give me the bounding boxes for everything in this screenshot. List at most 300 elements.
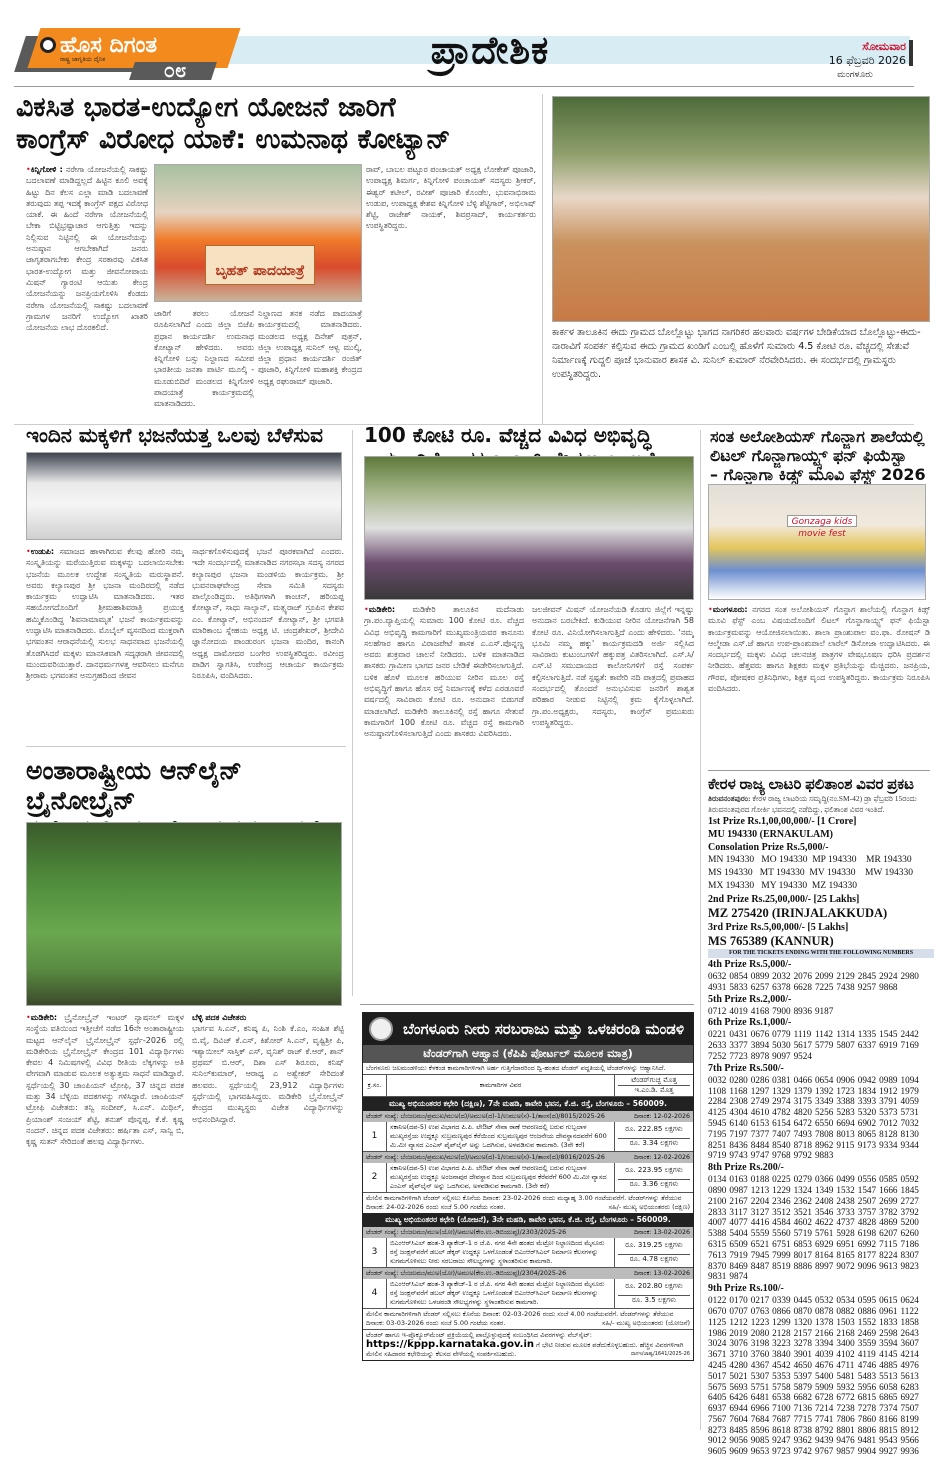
ticket-number: 0632 <box>708 971 727 981</box>
ticket-number: 1833 <box>879 1316 898 1327</box>
tender-sl: 1 <box>363 1122 387 1151</box>
lottery-intro-text: ಕೇರಳ ರಾಜ್ಯ ಲಾಟರಿಯ ಸಮೃದ್ಧಿ(ನಂ.SM-42) ಡ್ರಾ ಫೆಬ್ರವರಿ 15ರಂದು ತಿರುವನಂತಪುರದ ಗೋರ್ಕಿ ಭವನದಲ್ಲಿ ನಡೆದಿದ್ದು, ಫಲಿತಾಂಶ ವಿವರ ಇಂತಿದೆ. <box>708 794 917 814</box>
ticket-number: 5283 <box>836 1107 855 1118</box>
ticket-number: 9362 <box>793 1435 812 1446</box>
ticket-number: 9115 <box>836 1139 855 1150</box>
ticket-number: 6260 <box>900 1228 919 1239</box>
ticket-number: 2699 <box>879 1195 898 1206</box>
ticket-number: 1979 <box>900 1085 919 1096</box>
ticket-number: 1324 <box>793 1184 812 1195</box>
ticket-number: 5617 <box>793 1040 812 1051</box>
story-text: ರಾವ್, ಬಾಬಲ ಪಟ್ಟೂರ ಪಂಚಾಯತ್ ಅಧ್ಯಕ್ಷ ಲೋಕೇಶ್ ಪೂಜಾರಿ, ಉಪಾಧ್ಯಕ್ಷ ಶಿಮರ್ಗ, ಕಿನ್ನಿಗೋಳಿ ಪಂಚಾಯತ್ ಸದಸ್ಯರು ಶ್ರೀಕರ್, ಈಶ್ವರ್ ಕಟೀಲ್, ರವೀಶ್ ಪೂಜಾರಿ ಕೊಂಡೆಲ, ಭುವನಾಭಿರಾಮ ಉಡುಪ, ಉಪಾಧ್ಯಕ್ಷ ಕೇಶವ ಕಿನ್ನಿಗೋಳಿ ಬೆಳ್ಳಿ ಶೆಟ್ಟಿಗಾರ್, ಅಭಿಲಾಷ್ ಶೆಟ್ಟಿ, ರಾಜೇಶ್ ನಾಯಕ್, ಶಿವಪ್ರಸಾದ್, ಕಾರ್ಯಕರ್ತರು ಉಪಸ್ಥಿತರಿದ್ದರು. <box>366 165 536 231</box>
ticket-number: 8519 <box>772 1260 791 1271</box>
tender-subtitle: ಟೆಂಡರ್‌ಗಾಗಿ ಆಹ್ವಾನ (ಕೆಪಿಪಿ ಪೋರ್ಟಲ್ ಮೂಲಕ ಮಾತ್ರ) <box>363 1045 693 1063</box>
column-divider <box>352 430 353 996</box>
ticket-number: 1168 <box>729 1085 748 1096</box>
ticket-number: 7238 <box>836 1403 855 1414</box>
tender-row <box>363 1122 693 1152</box>
tender-amounts <box>615 1238 693 1267</box>
ticket-number: 9524 <box>793 1050 812 1061</box>
third-prize-ticket: MS 765389 (KANNUR) <box>708 934 834 948</box>
consolation-label: Consolation Prize Rs.5,000/- <box>708 842 829 853</box>
board-emblem-icon <box>369 1017 393 1041</box>
ticket-number: 3792 <box>900 1206 919 1217</box>
tender-emd: ರೂ. 3.5 ಲಕ್ಷಗಳು <box>618 1295 690 1305</box>
ticket-number: 4542 <box>772 1359 791 1370</box>
ticket-number: 1547 <box>857 1184 877 1195</box>
ticket-number: 7919 <box>729 1249 748 1260</box>
tender-ref-bar <box>363 1111 693 1122</box>
ticket-ending-band: FOR THE TICKETS ENDING WITH THE FOLLOWING NUMBERS <box>708 949 934 958</box>
ticket-number: 7613 <box>708 1249 727 1260</box>
tender-date: ದಿನಾಂಕ: 12-02-2026 <box>633 1113 690 1120</box>
ticket-number: 2974 <box>772 1096 791 1107</box>
ticket-number: 6865 <box>879 1392 898 1403</box>
consolation-row: MN 194330 MO 194330 MP 194330 MR 194330 <box>708 855 912 865</box>
tender-amount: ರೂ. 222.85 ಲಕ್ಷಗಳು <box>625 1125 683 1133</box>
section-rule <box>26 746 346 747</box>
ticket-number: 0624 <box>900 1295 919 1306</box>
ticket-number: 4610 <box>750 1107 770 1118</box>
section-title: ಪ್ರಾದೇಶಿಕ <box>430 28 550 72</box>
ticket-number: 2633 <box>708 1040 727 1051</box>
prize-label: 9th Prize Rs.100/- <box>708 1283 784 1295</box>
tender-notice <box>362 1012 694 1361</box>
tender-date: ದಿನಾಂಕ: 13-02-2026 <box>633 1229 690 1236</box>
story-text: ನಗರದ ಸಂತ ಅಲೋಶಿಯಸ್ ಗೊನ್ಜಾಗ ಶಾಲೆಯಲ್ಲಿ ಗೊನ್ಜಾಗ ಕಿಡ್ಸ್ ಮೂವಿ ಫೆಸ್ಟ್ ಎಂಬ ವಿಷಯದೊಂದಿಗೆ ಲಿಟಲ್ ಗೊನ್ಜಾಗಾಯ್ಟ್ಸ್ ಫನ್ ಫಿಯೆಸ್ಟಾ ಕಾರ್ಯಕ್ರಮವನ್ನು ಆಯೋಜಿಸಲಾಯಿತು. ಶಾಲಾ ಪ್ರಾಂಶುಪಾಲ ವಂ.ಫಾ. ರೋಷನ್ ಡಿ ಆಲ್ಮೇಡಾ ಎಸ್.ಜೆ ಹಾಗೂ ಉಪ-ಪ್ರಾಂಶುಪಾಲೆ ಲಾರೆಲ್ ಡಿಸೋಜಾ ಉದ್ಘಾಟಿಸಿದರು. ಈ ಸಂದರ್ಭದಲ್ಲಿ ಮಕ್ಕಳು ವಿವಿಧ ಚಲನಚಿತ್ರ ಪಾತ್ರಗಳ ವೇಷಭೂಷಣ ಧರಿಸಿ ಪ್ರದರ್ಶನ ನೀಡಿದರು. ಹೆತ್ತವರು ಹಾಗೂ ಶಿಕ್ಷಕರು ಮಕ್ಕಳ ಪ್ರತಿಭೆಯನ್ನು ಮೆಚ್ಚಿದರು. ಜನಪ್ರಿಯ, ಗೌರವ, ಪೋಷಕರ ಪ್ರತಿನಿಧಿಗಳು, ಶಿಕ್ಷಕ ವೃಂದ ಉಪಸ್ಥಿತರಿದ್ದರು. ಕಾರ್ಯಕ್ರಮ ನಿರೂಪಿಸಿ ವಂದಿಸಿದರು. <box>708 605 930 694</box>
ticket-number: 8815 <box>879 1424 898 1435</box>
lottery-results <box>708 776 934 1457</box>
prize-number-grid <box>708 1174 934 1282</box>
tender-amounts <box>615 1122 693 1151</box>
ticket-number: 8469 <box>729 1260 748 1271</box>
page-number: ೦೮ <box>163 58 187 82</box>
edition-city: ಮಂಗಳೂರು <box>837 70 873 80</box>
ticket-number: 1666 <box>879 1184 898 1195</box>
ticket-number: 0163 <box>729 1174 748 1185</box>
ticket-number: 6927 <box>900 1392 919 1403</box>
tender-sections <box>363 1097 693 1329</box>
ticket-number: 2598 <box>879 1327 898 1338</box>
tender-ref: ಟೆಂಡರ್ ಸಂಖ್ಯೆ: ಬೆಂಜಲಮಂ/ಪ್ರಮುಖ/ಮುಅ(ದ)/ಅಮುಅ(ದ)-1/ಉಮುಅ(ಸ)-1/ತಾಂಸ(ದ)/8016/2025-26 <box>366 1154 605 1161</box>
tender-office: ಮುಖ್ಯ ಅಭಿಯಂತರರ ಕಛೇರಿ (ದಕ್ಷಿಣ), 7ನೇ ಮಹಡಿ, ಕಾವೇರಿ ಭವನ, ಕೆ.ಜಿ. ರಸ್ತೆ, ಬೆಂಗಳೂರು – 560009. <box>363 1097 693 1111</box>
ticket-number: 7195 <box>708 1128 727 1139</box>
ticket-number: 9719 <box>708 1150 727 1161</box>
ticket-number: 9609 <box>729 1446 748 1457</box>
ticket-number: 6472 <box>793 1117 812 1128</box>
ticket-number: 5560 <box>772 1228 791 1239</box>
ticket-number: 8273 <box>708 1424 727 1435</box>
ticket-number: 8962 <box>814 1139 834 1150</box>
ticket-number: 3394 <box>814 1338 834 1349</box>
story1-headline <box>16 92 536 156</box>
tender-table-header <box>363 1074 693 1097</box>
ticket-number: 5397 <box>793 1370 812 1381</box>
ticket-number: 5613 <box>900 1370 919 1381</box>
ticket-number: 7438 <box>836 981 855 992</box>
ticket-number: 9476 <box>836 1435 855 1446</box>
ticket-number: 5030 <box>772 1040 791 1051</box>
headline-line: ಅಂತಾರಾಷ್ಟ್ರೀಯ ಆನ್‌ಲೈನ್ ಬ್ರೈನೋಬ್ರೈನ್ <box>26 756 242 815</box>
col-header-work: ಕಾಮಗಾರಿಗಳ ವಿವರ <box>387 1075 615 1096</box>
dateline: ಕಿನ್ನಿಗೋಳಿ : <box>30 165 63 174</box>
ticket-number: 6628 <box>793 981 812 992</box>
tender-date: ದಿನಾಂಕ: 12-02-2026 <box>633 1154 690 1161</box>
ticket-number: 0445 <box>793 1295 812 1306</box>
ticket-number: 0906 <box>836 1074 855 1085</box>
ticket-number: 2076 <box>793 971 812 981</box>
story3-column-2 <box>192 546 344 742</box>
tender-deadline <box>363 1193 693 1213</box>
ticket-number: 2168 <box>836 1327 855 1338</box>
ticket-number: 6283 <box>900 1381 919 1392</box>
prize-label: 5th Prize Rs.2,000/- <box>708 993 792 1005</box>
ticket-number: 4622 <box>814 1217 834 1228</box>
ticket-number: 5909 <box>814 1381 834 1392</box>
story-text: ಸಾರ್ಥಕಗೊಳಿಸುವುದಕ್ಕೆ ಭಜನೆ ಪೂರಕವಾಗಿದೆ ಎಂದರು. ಇದೇ ಸಂದರ್ಭದಲ್ಲಿ ಮಾತನಾಡಿದ ನಗರಸಭಾ ಸದಸ್ಯ ನಗರದ ಕಲ್ಯಾಣಪುರ ಭಜನಾ ಮಂಡಳಿಯ ಕಾರ್ಯಕ್ರಮ. ಶ್ರೀ ಭುವನರಾಘವೇಂದ್ರ ಸೇವಾ ಸಮಿತಿ ಸದಸ್ಯರು ಪಾಲ್ಗೊಂಡಿದ್ದರು. ಅತಿಥಿಗಳಾಗಿ ಕಾಂಚನ್, ಹರಿಯಪ್ಪ ಕೋಟ್ಯಾನ್, ಸಾಧು ಸಾಲ್ಯಾನ್, ಮತ್ಸ್ಯರಾಜ್ ಗ್ರೂಪಿನ ಕೇಶವ ಎಂ. ಕೋಟ್ಯಾನ್, ಅಭಿನಂದನ್ ಕೋಟ್ಯಾನ್, ಶ್ರೀ ಭಗವತಿ ಮಾರಿಕಾಂಬ ಸ್ನೇಹಯ ಅಧ್ಯಕ್ಷ ಟಿ. ಚಂದ್ರಶೇಖರ್, ಶ್ರೀದೇವಿ ಜ್ಞಾನೋದಯ ಪಾಂಡುರಂಗ ಭಜನಾ ಮಂದಿರ, ಕಾನಂಗಿ ಅಧ್ಯಕ್ಷ ದಾಮೋದರ ಬಂಗೇರ ಉಪಸ್ಥಿತರಿದ್ದರು. ರವೀಂದ್ರ ಪಾಡಿಗ ಸ್ವಾಗತಿಸಿ, ಉಪೇಂದ್ರ ಆಚಾರ್ಯ ಕಾರ್ಯಕ್ರಮ ನಿರೂಪಿಸಿ, ವಂದಿಸಿದರು. <box>192 547 344 681</box>
ticket-number: 9768 <box>772 1150 791 1161</box>
story-text: ಭಾರ್ಗವ ಸಿ.ಎನ್, ಕನಿಷ್ಕ ಪಿ, ನಿಂಶಿ ಕೆ.ಎಂ, ಸಂಹಿತ ಶೆಟ್ಟಿ ಬಿ.ವೈ, ದಿವಿಜ್ ಕೆ.ಎಸ್, ಕಿಶೋರ್ ಸಿ.ಎನ್, ವೃಷ್ಟಿಶ್ರೀ ಪಿ, ಇಶ್ಯಾಯೀಲ್ ಸಾಸ್ತಿಕ್ ಎಸ್, ವೃನಿಶ್ ರಾಜ್ ಕೆ.ಆರ್, ಶಾನ್ ಪ್ರಥಮ್ ಬಿ.ಆರ್, ದಿಶಾ ಎಸ್ ಶಿರೂರು, ಕನಿಷ್ ಸುನಿಲ್‌ಕುಮಾರ್, ಆರಾಧ್ಯ ಎ ಅಶ್ವೇಕರ್ ಸೇರಿದಂತೆ ಹಲವರು. ಸ್ಪರ್ಧೆಯಲ್ಲಿ 23,912 ವಿದ್ಯಾರ್ಥಿಗಳು ಸ್ಪರ್ಧೆಯಲ್ಲಿ ಭಾಗವಹಿಸಿದ್ದರು. ಮಡಿಕೇರಿ ಬ್ರೈನೋಬ್ರೈನ್ ಕೇಂದ್ರದ ಮುಖ್ಯಸ್ಥರು ವಿಜೇತ ವಿದ್ಯಾರ್ಥಿಗಳನ್ನು ಅಭಿನಂದಿಸಿದ್ದಾರೆ. <box>192 1024 344 1124</box>
ticket-number: 5675 <box>708 1381 727 1392</box>
ticket-number: 0989 <box>879 1074 898 1085</box>
ticket-number: 1545 <box>879 1029 898 1040</box>
ticket-number: 2284 <box>708 1096 727 1107</box>
col-header-sl: ಕ್ರ.ಸಂ. <box>363 1075 387 1096</box>
ticket-number: 3278 <box>793 1338 812 1349</box>
ticket-number: 6538 <box>772 1392 791 1403</box>
bullet-icon: • <box>364 605 369 614</box>
photo-banner: ಬೃಹತ್ ಪಾದಯಾತ್ರೆ <box>205 245 315 285</box>
ticket-number: 0188 <box>750 1174 770 1185</box>
ticket-number: 5731 <box>900 1107 919 1118</box>
ticket-number: 7100 <box>772 1403 791 1414</box>
ticket-number: 9056 <box>729 1435 748 1446</box>
ticket-number: 2507 <box>857 1195 877 1206</box>
headline-line: ವಿಕಸಿತ ಭಾರತ-ಉದ್ಯೋಗ ಯೋಜನೆ ಜಾರಿಗೆ <box>16 92 396 123</box>
ticket-number: 4119 <box>857 1349 876 1360</box>
deadline-text: ಮೇಲಿನ ಕಾಮಗಾರಿಗಳಿಗಾಗಿ ಟೆಂಡರ್ ಸಲ್ಲಿಸಲು ಕೊನೆಯ ದಿನಾಂಕ: 23-02-2026 ರಂದು ಮಧ್ಯಾಹ್ನ 3.00 ಗಂಟೆಯವರೆಗೆ. ಟೆಂಡರ್‌ಗಳನ್ನು ತೆರೆಯುವ ದಿನಾಂಕ: 24-02-2026 ರಂದು ಸಂಜೆ 5.00 ಗಂಟೆಯ ನಂತರ. <box>366 1194 682 1211</box>
ticket-number: 7136 <box>793 1403 812 1414</box>
ticket-number: 4976 <box>900 1359 919 1370</box>
ticket-number: 5928 <box>836 1228 855 1239</box>
ticket-number: 6550 <box>814 1117 834 1128</box>
ticket-number: 5481 <box>836 1370 855 1381</box>
ad-code: ವಾಸಇ/ಜಾಹ್ವ/1641/2025-26 <box>630 1351 690 1357</box>
ticket-number: 5932 <box>836 1381 855 1392</box>
ticket-number: 7169 <box>900 1040 919 1051</box>
ticket-number: 1845 <box>900 1184 919 1195</box>
tender-amounts <box>615 1163 693 1192</box>
ticket-number: 5693 <box>729 1381 748 1392</box>
ticket-number: 6853 <box>793 1238 812 1249</box>
ticket-number: 4077 <box>729 1217 748 1228</box>
ticket-number: 0592 <box>900 1174 919 1185</box>
ticket-number: 6481 <box>750 1392 770 1403</box>
ticket-number: 1212 <box>729 1316 748 1327</box>
ticket-number: 2157 <box>793 1327 812 1338</box>
ticket-number: 4059 <box>900 1096 919 1107</box>
prize-number-grid <box>708 971 934 993</box>
ticket-number: 7687 <box>772 1413 791 1424</box>
ticket-number: 0556 <box>857 1174 877 1185</box>
story6-column-1 <box>26 1012 184 1432</box>
ticket-number: 4737 <box>836 1217 855 1228</box>
ticket-number: 8806 <box>857 1424 877 1435</box>
ticket-number: 8484 <box>750 1139 770 1150</box>
issue-day: ಸೋಮವಾರ <box>862 40 906 53</box>
ticket-number: 8065 <box>857 1128 877 1139</box>
ticket-number: 0987 <box>729 1184 748 1195</box>
ticket-number: 2845 <box>857 971 877 981</box>
ticket-number: 6426 <box>729 1392 748 1403</box>
deadline-text: ಮೇಲಿನ ಕಾಮಗಾರಿಗಳಿಗಾಗಿ ಟೆಂಡರ್ ಸಲ್ಲಿಸಲು ಕೊನೆಯ ದಿನಾಂಕ: 02-03-2026 ರಂದು ಸಂಜೆ 4.00 ಗಂಟೆಯವರೆಗೆ. ಟೆಂಡರ್‌ಗಳನ್ನು ತೆರೆಯುವ ದಿನಾಂಕ: 03-03-2026 ರಂದು ಸಂಜೆ 5.00 ಗಂಟೆಯ ನಂತರ. <box>366 1310 674 1327</box>
story-text: ನಿಲ್ದಾಣದ ತನಕ ನಡೆದ ಪಾದಯಾತ್ರೆ ಕಾರ್ಯಕ್ರಮದಲ್ಲಿ ಮಾತನಾಡಿದರು. ಮಂಡಲದ ಅಧ್ಯಕ್ಷ ದಿನೇಶ್ ಪುತ್ರನ್, ಜಿಲ್ಲಾ ಉಪಾಧ್ಯಕ್ಷ ಸುನಿಲ್ ಆಳ್ವ ಮುಲ್ಕಿ, ಜಿಲ್ಲಾ ಪ್ರಧಾನ ಕಾರ್ಯದರ್ಶಿ ರಂಜಿತ್ ಪೂಜಾರಿ, ಕಿನ್ನಿಗೋಳಿ ಮಹಾಶಕ್ತಿ ಕೇಂದ್ರದ ಅಧ್ಯಕ್ಷ ರಘುರಾಮ್ ಪೂಜಾರಿ. <box>258 309 362 386</box>
ticket-number: 5400 <box>814 1370 834 1381</box>
ticket-number: 4828 <box>857 1217 877 1228</box>
dateline: ಮಡಿಕೇರಿ: <box>368 605 396 614</box>
ticket-number: 5307 <box>750 1370 770 1381</box>
tender-sl: 4 <box>363 1279 387 1308</box>
col-header-amount: ಟೆಂಡರ್‌ಗುಚ್ಛ ಮೊತ್ತ <box>631 1076 677 1084</box>
ticket-number: 2308 <box>729 1096 748 1107</box>
ticket-number: 0466 <box>793 1074 812 1085</box>
ticket-number: 4019 <box>729 1005 748 1016</box>
dateline: ತಿರುವನಂತಪುರಂ: <box>708 794 751 803</box>
logo-emblem-icon <box>40 37 56 53</box>
ticket-number: 6058 <box>879 1381 898 1392</box>
story5-photo <box>708 484 926 600</box>
ticket-number: 2643 <box>900 1327 919 1338</box>
photo-sign: Gonzaga kids movie fest <box>787 515 857 527</box>
col-header-amounts <box>615 1075 693 1096</box>
ticket-number: 0339 <box>772 1295 791 1306</box>
ticket-number: 4869 <box>879 1217 898 1228</box>
prize-label: 6th Prize Rs.1,000/- <box>708 1017 792 1029</box>
ticket-number: 8017 <box>793 1249 812 1260</box>
bullet-icon: • <box>26 165 31 174</box>
ticket-number: 2980 <box>900 971 919 981</box>
ticket-number: 0890 <box>708 1184 727 1195</box>
ticket-number: 6966 <box>750 1403 770 1414</box>
ticket-number: 1392 <box>814 1085 834 1096</box>
ticket-number: 8165 <box>836 1249 855 1260</box>
ticket-number: 0870 <box>793 1305 812 1316</box>
ticket-number: 8540 <box>772 1139 791 1150</box>
ticket-number: 1986 <box>708 1327 727 1338</box>
logo-text: ಹೊಸ ದಿಗಂತ <box>60 32 158 58</box>
story1-photo <box>154 164 362 302</box>
ticket-number: 4676 <box>814 1359 834 1370</box>
ticket-number: 0286 <box>750 1074 770 1085</box>
ticket-number: 3733 <box>836 1206 855 1217</box>
ticket-number: 4280 <box>729 1359 748 1370</box>
ticket-number: 5751 <box>750 1381 770 1392</box>
issue-date: 16 ಫೆಬ್ರವರಿ 2026 <box>828 54 906 67</box>
lottery-intro <box>708 794 934 815</box>
story4-photo <box>364 456 694 600</box>
ticket-number: 5945 <box>708 1117 727 1128</box>
ticket-number: 9085 <box>750 1435 770 1446</box>
ticket-number: 3512 <box>772 1206 791 1217</box>
story2-photo <box>552 96 930 322</box>
ticket-number: 7567 <box>708 1413 727 1424</box>
story1-column-4 <box>366 164 536 416</box>
ticket-number: 7808 <box>814 1128 834 1139</box>
ticket-number: 8251 <box>708 1139 727 1150</box>
ticket-number: 6951 <box>836 1238 855 1249</box>
ticket-number: 6198 <box>857 1228 877 1239</box>
tender-amounts <box>615 1279 693 1308</box>
prize-number-grid <box>708 1029 934 1061</box>
dateline: ಮಂಗಳೂರು: <box>712 605 748 614</box>
ticket-number: 2749 <box>750 1096 770 1107</box>
ticket-number: 3757 <box>857 1206 877 1217</box>
ticket-number: 4125 <box>708 1107 727 1118</box>
story6-photo <box>26 822 342 1006</box>
ticket-number: 5404 <box>729 1228 748 1239</box>
ticket-number: 2167 <box>729 1195 748 1206</box>
ticket-number: 1329 <box>772 1085 791 1096</box>
ticket-number: 8164 <box>814 1249 834 1260</box>
ticket-number: 6509 <box>729 1238 748 1249</box>
ticket-number: 4102 <box>836 1349 855 1360</box>
ticket-number: 1213 <box>750 1184 770 1195</box>
tender-ref-bar <box>363 1152 693 1163</box>
ticket-number: 0961 <box>879 1305 898 1316</box>
lottery-title: ಕೇರಳ ರಾಜ್ಯ ಲಾಟರಿ ಫಲಿತಾಂಶ ವಿವರ ಪ್ರಕಟ <box>708 777 914 793</box>
ticket-number: 7945 <box>750 1249 770 1260</box>
ticket-number: 5779 <box>814 1040 834 1051</box>
ticket-number: 0878 <box>814 1305 834 1316</box>
ticket-number: 7999 <box>772 1249 791 1260</box>
tender-amount: ರೂ. 202.80 ಲಕ್ಷಗಳು <box>625 1282 683 1290</box>
tender-ref-bar <box>363 1268 693 1279</box>
ticket-number: 5200 <box>900 1217 919 1228</box>
ticket-number: 9481 <box>857 1435 877 1446</box>
ticket-number: 4416 <box>750 1217 770 1228</box>
ticket-number: 8596 <box>750 1424 770 1435</box>
ticket-number: 7723 <box>729 1050 748 1061</box>
story6-column-2 <box>192 1012 344 1432</box>
ticket-number: 3393 <box>857 1096 877 1107</box>
ticket-number: 8224 <box>879 1249 898 1260</box>
tender-ref: ಟೆಂಡರ್ ಸಂಖ್ಯೆ: ಬೆಂಜಲಮಂ/ಪ್ರಮುಖ/ಮುಅ(ದ)/ಅಮುಅ(ದ)-1/ಉಮುಅ(ಸ)-1/ತಾಂಸ(ದ)/8015/2025-26 <box>366 1113 605 1120</box>
second-prize-ticket: MZ 275420 (IRINJALAKKUDA) <box>708 906 888 920</box>
ticket-number: 9868 <box>879 981 898 992</box>
ticket-number: 0899 <box>750 971 770 981</box>
ticket-number: 0381 <box>772 1074 791 1085</box>
ticket-number: 1223 <box>750 1316 770 1327</box>
ticket-number: 3546 <box>814 1206 834 1217</box>
ticket-number: 6694 <box>836 1117 855 1128</box>
bullet-icon: • <box>708 605 713 614</box>
ticket-number: 5879 <box>793 1381 812 1392</box>
tender-work-desc: ಸಕಾನಿಅ(ದಪ-5) ಉಪ ವಿಭಾಗದ ಪಿ.ಪಿ. ಲೇಔಟ್ ಸೇವಾ ಠಾಣೆ ಆವರಣದಲ್ಲಿ ಬರುವ ಗುಬ್ಬಲಾಳ ಮುಖ್ಯರಸ್ತೆಯ ಉದ್ದಕ್ಕೂ ಅಂಜನಾಪುರ ದೇವಸ್ಥಾನ ದಿಂದ ಸುಬ್ರಮಣ್ಯಪುರ ಕೆರೆವರೆಗೆ 600 ಮಿ.ಮೀ ವ್ಯಾಸದ ಎಂಎಸ್ ಪೈಪ್‌ಲೈನ್ ಅನ್ನು ಒದಗಿಸುವ, ಅಳವಡಿಸುವ ಕಾಮಗಾರಿ. (3ನೇ ಕರೆ) <box>387 1163 615 1192</box>
ticket-number: 6153 <box>750 1117 770 1128</box>
ticket-number: 8199 <box>900 1413 919 1424</box>
ticket-number: 9187 <box>814 1005 834 1016</box>
ticket-number: 8801 <box>836 1424 855 1435</box>
prize-label: 7th Prize Rs.500/- <box>708 1062 784 1074</box>
ticket-number: 9613 <box>879 1260 898 1271</box>
tender-intro: ಬೆಂಗಳೂರು ಜಲಮಂಡಳಿಯು ಕೆಳಕಂಡ ಕಾಮಗಾರಿಗಳಿಗಾಗಿ ಅರ್ಹ ಗುತ್ತಿಗೆದಾರರಿಂದ ದ್ವಿ-ಹಂತದ ಟೆಂಡರ್ ಪದ್ಧತಿಯಲ್ಲಿ ಟೆಂಡರ್‌ಗಳನ್ನು ಆಹ್ವಾನಿಸಿದೆ. <box>366 1064 666 1072</box>
ticket-number: 8618 <box>772 1424 791 1435</box>
ticket-number: 9831 <box>708 1271 727 1282</box>
ticket-number: 5373 <box>879 1107 898 1118</box>
ticket-number: 7715 <box>793 1413 812 1424</box>
ticket-number: 3710 <box>729 1349 748 1360</box>
ticket-number: 6929 <box>814 1238 834 1249</box>
ticket-number: 0122 <box>708 1295 727 1306</box>
ticket-number: 3223 <box>772 1338 791 1349</box>
tender-ref: ಟೆಂಡರ್ ಸಂಖ್ಯೆ: ಬೆಂಜಲಮಂ/ಮುಅ(ಯೋ)/ಅಮುಅ(ಕೇಂ.ಉ.-ಡಿಬಿಯುಪ್ಪ)/2304/2025-26 <box>366 1270 567 1277</box>
ticket-number: 8436 <box>729 1139 748 1150</box>
kppp-portal-link[interactable]: https://kppp.karnataka.gov.in <box>366 1339 535 1350</box>
tender-sl: 2 <box>363 1163 387 1192</box>
headline-line: – ಗೊನ್ಜಾಗಾ ಕಿಡ್ಸ್ ಮೂವಿ ಫೆಸ್ಟ್ 2026 <box>710 464 926 484</box>
ticket-number: 0217 <box>750 1295 770 1306</box>
tender-header <box>363 1013 693 1045</box>
ticket-number: 7860 <box>857 1413 877 1424</box>
ticket-number: 8738 <box>793 1424 812 1435</box>
tender-ref: ಟೆಂಡರ್ ಸಂಖ್ಯೆ: ಬೆಂಜಲಮಂ/ಮುಅ(ಯೋ)/ಅಮುಅ(ಕೇಂ.ಉ.-ಡಿಬಿಯುಪ್ಪ)/2303/2025-26 <box>366 1229 567 1236</box>
story5-body <box>708 604 930 754</box>
ticket-number: 8370 <box>708 1260 727 1271</box>
ticket-number: 1299 <box>772 1316 791 1327</box>
ticket-number: 0280 <box>729 1074 748 1085</box>
ticket-number: 2362 <box>793 1195 812 1206</box>
story1-column-1 <box>26 164 148 414</box>
ticket-number: 7604 <box>729 1413 748 1424</box>
ticket-number: 0534 <box>836 1295 855 1306</box>
ticket-number: 6772 <box>836 1392 855 1403</box>
tender-emd: ರೂ. 3.36 ಲಕ್ಷಗಳು <box>618 1179 690 1189</box>
ticket-number: 6257 <box>750 981 770 992</box>
ticket-number: 8307 <box>900 1249 919 1260</box>
ticket-number: 2346 <box>772 1195 791 1206</box>
story-text: ಬ್ರೈನೋಬ್ರೈನ್ ಇಂಟರ್ ನ್ಯಾಷನಲ್ ಮಕ್ಕಳ ಸಂಸ್ಥೆಯ ವತಿಯಿಂದ ಇತ್ತೀಚೆಗೆ ನಡೆದ 16ನೇ ಅಂತಾರಾಷ್ಟ್ರೀಯ ಮಟ್ಟದ ಆನ್‌ಲೈನ್ ಬ್ರೈನೋಬ್ರೈನ್ ಸ್ಪರ್ಧೆ-2026 ರಲ್ಲಿ ಮಡಿಕೇರಿಯ ಬ್ರೈನೋಬ್ರೈನ್ ಕೇಂದ್ರದ 101 ವಿದ್ಯಾರ್ಥಿಗಳು ಕೇವಲ 4 ನಿಮಿಷಗಳಲ್ಲಿ ವಿವಿಧ ರೀತಿಯ ಲೆಕ್ಕಗಳನ್ನು ಅತಿ ವೇಗವಾಗಿ ಮಾಡುವ ಮೂಲಕ ಅತ್ಯುತ್ತಮ ಸಾಧನೆ ಮಾಡಿದ್ದಾರೆ. ಸ್ಪರ್ಧೆಯಲ್ಲಿ 30 ಚಾಂಪಿಯನ್ ಟ್ರೋಫಿ, 37 ಚಿನ್ನದ ಪದಕ ಮತ್ತು 34 ಬೆಳ್ಳಿಯ ಪದಕಗಳನ್ನು ಗಳಿಸಿದ್ದಾರೆ. ಚಾಂಪಿಯನ್ ಟ್ರೋಫಿ ವಿಜೇತರು: ತನ್ವಿ ಸಂದೀಪ್, ಸಿ.ಎನ್. ಮಿಥಿಲ್, ಪ್ರಿಯಾಂಶ್ ಸಂಜಯ್ ಶೆಟ್ಟಿ, ತನುಶ್ ಪೊನ್ನಪ್ಪ, ಕೆ.ಕೆ. ಕೃಷ್ಣ ನಂದನ್. ಚಿನ್ನದ ಪದಕ ವಿಜೇತರು: ಹರ್ಷಿತಾ ಎಸ್, ಸಾನ್ವಿ ಬಿ, ಕೃಷ್ಣ ಸುತನ್ ಸೇರಿದಂತೆ ಹಲವು ವಿದ್ಯಾರ್ಥಿಗಳು. <box>26 1013 184 1147</box>
ticket-number: 4168 <box>750 1005 770 1016</box>
signatory: ಸಹಿ/- ಮುಖ್ಯ ಅಭಿಯಂತರರು (ಯೋಜನೆ) <box>602 1319 690 1327</box>
bullet-icon: • <box>26 547 31 556</box>
ticket-number: 8718 <box>793 1139 812 1150</box>
ticket-number: 9723 <box>772 1446 791 1457</box>
consolation-row: MS 194330 MT 194330 MV 194330 MW 194330 <box>708 868 914 878</box>
ticket-number: 1320 <box>793 1316 812 1327</box>
story1-column-3 <box>258 308 362 416</box>
ticket-number: 4145 <box>879 1349 898 1360</box>
ticket-number: 4746 <box>857 1359 877 1370</box>
story3-photo <box>26 452 342 540</box>
ticket-number: 3760 <box>750 1349 770 1360</box>
column-divider <box>700 430 701 1430</box>
ticket-number: 9097 <box>772 1050 791 1061</box>
ticket-number: 0585 <box>879 1174 898 1185</box>
ticket-number: 7252 <box>708 1050 727 1061</box>
subheading: ಬೆಳ್ಳಿ ಪದಕ ವಿಜೇತರು <box>192 1013 247 1022</box>
ticket-number: 1094 <box>900 1074 919 1085</box>
ticket-number: 6944 <box>729 1403 748 1414</box>
tender-emd: ರೂ. 3.34 ಲಕ್ಷಗಳು <box>618 1138 690 1148</box>
ticket-number: 2833 <box>708 1206 727 1217</box>
ticket-number: 4885 <box>879 1359 898 1370</box>
ticket-number: 2019 <box>729 1327 748 1338</box>
story5-headline <box>710 428 938 485</box>
ticket-number: 0499 <box>836 1174 855 1185</box>
tender-row <box>363 1163 693 1193</box>
ticket-number: 7115 <box>879 1238 898 1249</box>
ticket-number: 3117 <box>729 1206 748 1217</box>
